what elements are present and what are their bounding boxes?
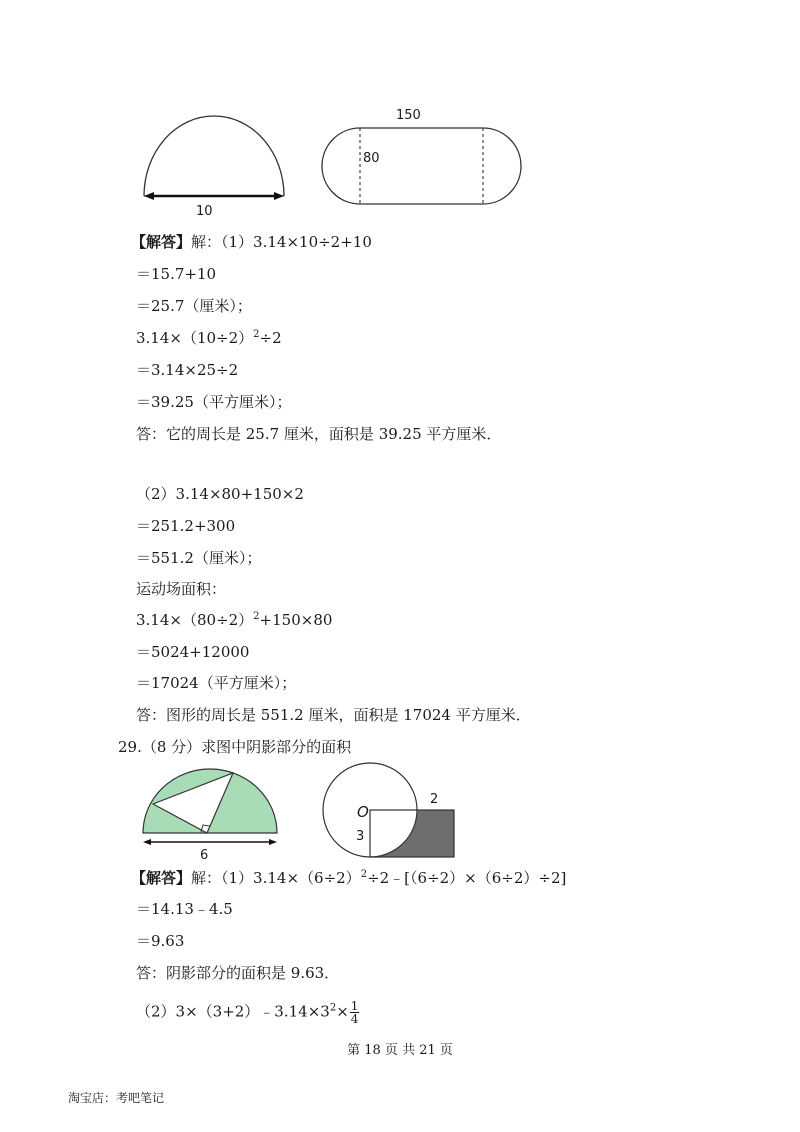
diameter-arrowhead-right	[274, 192, 284, 200]
solution-1-line-6: ＝39.25（平方厘米）；	[136, 393, 292, 411]
diameter-arrowhead-left	[144, 192, 154, 200]
shaded-semicircle-figure	[135, 762, 285, 862]
question-29	[118, 737, 351, 757]
semicircle-arc	[144, 116, 284, 196]
circle-radius-label: 3	[356, 829, 365, 844]
shaded-semicircle-diameter-label: 6	[200, 848, 209, 863]
solution-2-line-6: ＝5024+12000	[136, 643, 250, 661]
q29-solution-2-line-1: $(2)3\times(3+2)﹣3.14\times 3^2\times$ $\frac{1}{4}$	[136, 999, 359, 1026]
solution-tag-2: 【解答】	[131, 869, 192, 887]
solution-2-answer: 答：图形的周长是 551.2 厘米，面积是 17024 平方厘米．	[136, 706, 531, 724]
circle-square-figure	[315, 765, 465, 865]
solution-1-answer: 答：它的周长是 25.7 厘米，面积是 39.25 平方厘米．	[136, 425, 502, 443]
semicircle-diameter-label: 10	[196, 204, 213, 219]
solution-1-line-3: ＝25.7（厘米）；	[136, 297, 252, 315]
q29-solution-line-2: ＝14.13﹣4.5	[136, 900, 233, 918]
track-outline	[322, 128, 521, 204]
solution-2-line-5: $3.14\times(80\div 2)^2+150\times 80$	[136, 611, 333, 629]
question-number: 29.	[118, 738, 142, 756]
solution-1-line-1: 【解答】解：（1）3.14×10÷2+10	[131, 233, 372, 251]
track-length-label: 150	[396, 108, 421, 123]
solution-tag: 【解答】	[131, 233, 192, 251]
square-side-label: 2	[430, 792, 439, 807]
solution-2-line-4: 运动场面积：	[136, 580, 227, 598]
solution-2-line-2: ＝251.2+300	[136, 517, 236, 535]
solution-2-line-1: （2）3.14×80+150×2	[136, 485, 304, 503]
solution-1-line-4: $3.14\times(10\div 2)^2\div 2$	[136, 329, 282, 347]
diameter-arrowhead-right-2	[269, 839, 277, 845]
q29-solution-line-3: ＝9.63	[136, 932, 185, 950]
solution-2-line-3: ＝551.2（厘米）；	[136, 549, 262, 567]
fraction-one-quarter: $\frac{1}{4}$	[350, 999, 359, 1026]
diameter-arrowhead-left-2	[143, 839, 151, 845]
semicircle-figure	[130, 108, 300, 223]
shop-watermark: 淘宝店：考吧笔记	[68, 1091, 165, 1105]
solution-1-line-5: ＝3.14×25÷2	[136, 361, 239, 379]
page-number: 第 18 页 共 21 页	[347, 1043, 453, 1058]
q29-solution-line-1: 【解答】解：$(1)3.14\times(6\div 2)^2\div 2﹣[(6\div 2)\times(6\div 2)\div 2]$	[131, 869, 567, 887]
solution-1-line-2: ＝15.7+10	[136, 265, 217, 283]
question-text: （8 分）求图中阴影部分的面积	[141, 738, 352, 756]
track-figure	[310, 100, 535, 215]
q29-solution-answer: 答：阴影部分的面积是 9.63．	[136, 964, 340, 982]
solution-2-line-7: ＝17024（平方厘米）；	[136, 674, 297, 692]
track-width-label: 80	[363, 151, 380, 166]
circle-center-label: O	[357, 803, 369, 821]
